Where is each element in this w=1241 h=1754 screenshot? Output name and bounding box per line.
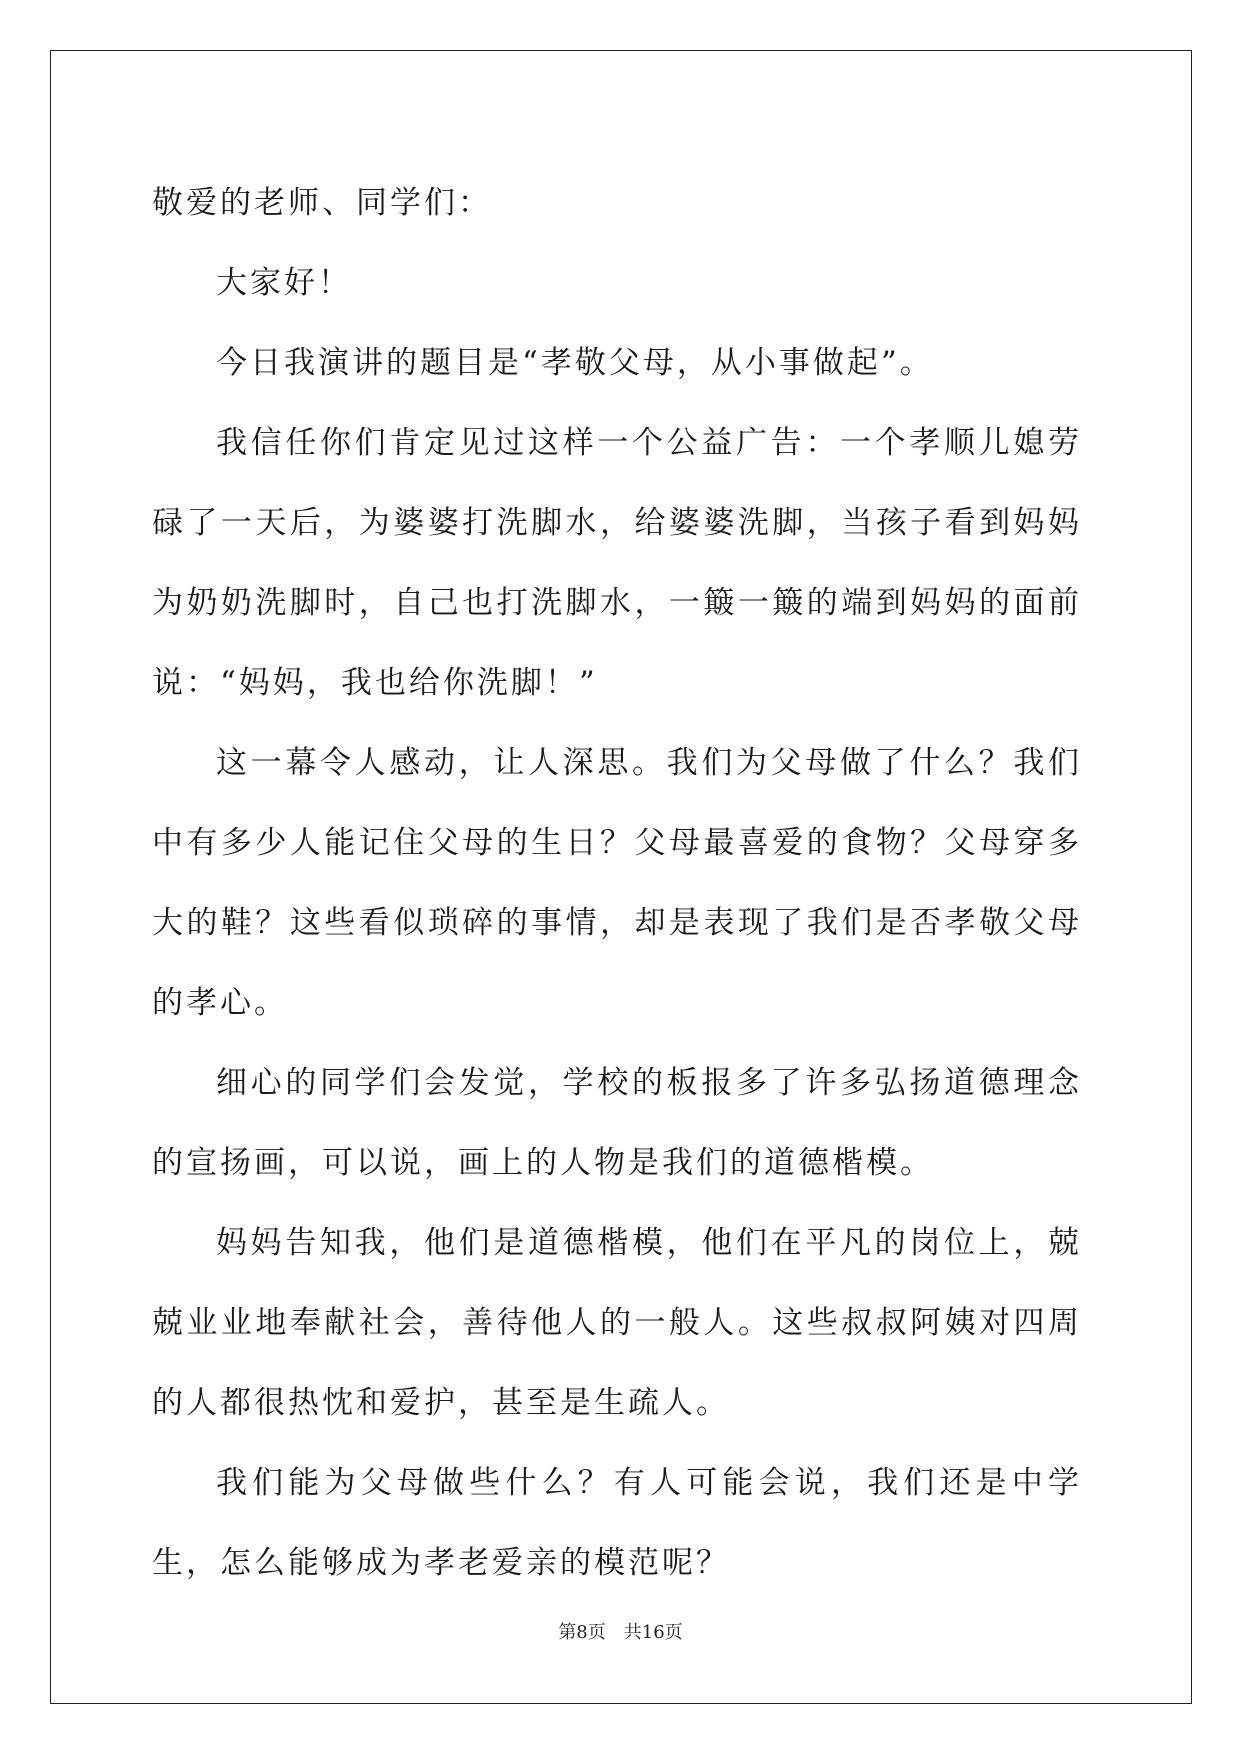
paragraph-greeting: 大家好！ [216,265,352,301]
page-number-current: 第8页 [558,1622,606,1643]
paragraph-question: 我们能为父母做些什么？有人可能会说，我们还是中学生，怎么能够成为孝老爱亲的模范呢？ [152,1465,1082,1581]
paragraph-ad-story: 我信任你们肯定见过这样一个公益广告：一个孝顺儿媳劳碌了一天后，为婆婆打洗脚水，给婆婆洗脚，当孩子看到妈妈为奶奶洗脚时，自己也打洗脚水，一簸一簸的端到妈妈的面前说：“妈妈，我也给你洗脚！” [152,425,1082,701]
document-body [152,163,1082,1603]
paragraph-reflection: 这一幕令人感动，让人深思。我们为父母做了什么？我们中有多少人能记住父母的生日？父母最喜爱的食物？父母穿多大的鞋？这些看似琐碎的事情，却是表现了我们是否孝敬父母的孝心。 [152,745,1082,1021]
paragraph-topic: 今日我演讲的题目是“孝敬父母，从小事做起”。 [216,345,934,381]
paragraph-school-board: 细心的同学们会发觉，学校的板报多了许多弘扬道德理念的宣扬画，可以说，画上的人物是我们的道德楷模。 [152,1065,1082,1181]
paragraph-moral-models: 妈妈告知我，他们是道德楷模，他们在平凡的岗位上，兢兢业业地奉献社会，善待他人的一般人。这些叔叔阿姨对四周的人都很热忱和爱护，甚至是生疏人。 [152,1225,1082,1421]
page-footer [0,1618,1241,1644]
page-number-total: 共16页 [623,1622,683,1643]
salutation: 敬爱的老师、同学们： [152,185,492,221]
